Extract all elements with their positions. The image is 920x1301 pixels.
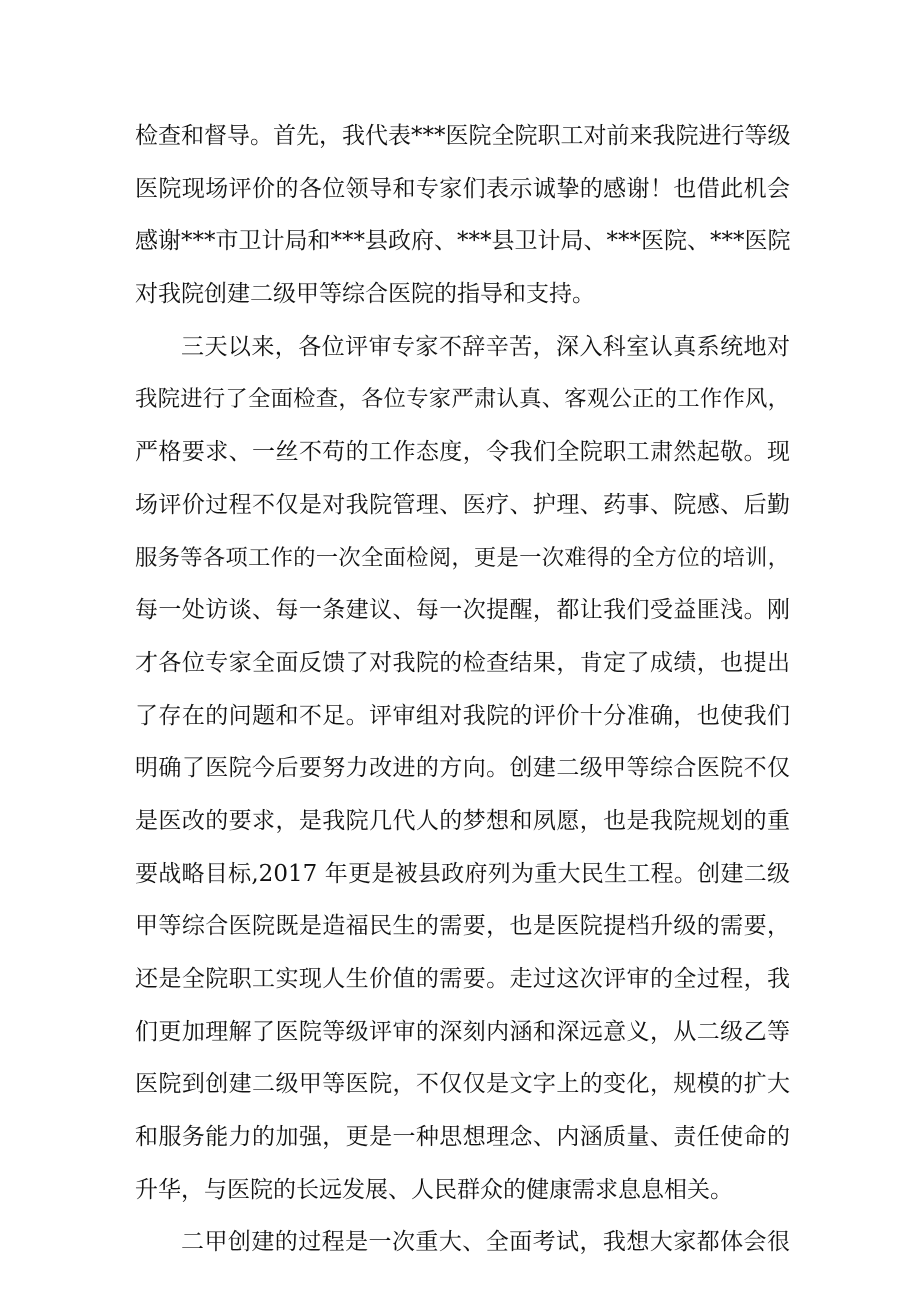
text-line: 严格要求、一丝不苟的工作态度，令我们全院职工肃然起敬。现 xyxy=(135,439,790,466)
text-line: 是医改的要求，是我院几代人的梦想和夙愿，也是我院规划的重 xyxy=(135,807,790,834)
text-line: 明确了医院今后要努力改进的方向。创建二级甲等综合医院不仅 xyxy=(135,755,790,782)
text-line: 甲等综合医院既是造福民生的需要，也是医院提档升级的需要， xyxy=(135,913,790,940)
text-line: 们更加理解了医院等级评审的深刻内涵和深远意义，从二级乙等 xyxy=(135,1018,790,1045)
text-line: 服务等各项工作的一次全面检阅，更是一次难得的全方位的培训， xyxy=(135,544,790,571)
text-line: 升华，与医院的长远发展、人民群众的健康需求息息相关。 xyxy=(135,1176,733,1203)
text-line: 还是全院职工实现人生价值的需要。走过这次评审的全过程，我 xyxy=(135,966,790,992)
text-line: 场评价过程不仅是对我院管理、医疗、护理、药事、院感、后勤 xyxy=(135,491,790,518)
text-line: 了存在的问题和不足。评审组对我院的评价十分准确，也使我们 xyxy=(135,702,790,729)
text-line: 才各位专家全面反馈了对我院的检查结果，肯定了成绩，也提出 xyxy=(135,649,790,676)
text-line: 要战略目标,2017 年更是被县政府列为重大民生工程。创建二级 xyxy=(135,860,790,887)
text-line: 感谢***市卫计局和***县政府、***县卫计局、***医院、***医院 xyxy=(135,228,791,255)
text-line: 我院进行了全面检查，各位专家严肃认真、客观公正的工作作风， xyxy=(135,386,790,413)
paragraph-first-line: 三天以来，各位评审专家不辞辛苦，深入科室认真系统地对 xyxy=(181,333,790,360)
text-line: 检查和督导。首先，我代表***医院全院职工对前来我院进行等级 xyxy=(135,123,791,149)
text-line: 和服务能力的加强，更是一种思想理念、内涵质量、责任使命的 xyxy=(135,1124,790,1151)
paragraph-first-line: 二甲创建的过程是一次重大、全面考试，我想大家都体会很 xyxy=(181,1229,790,1256)
text-line: 医院现场评价的各位领导和专家们表示诚挚的感谢！也借此机会 xyxy=(135,175,790,202)
document-body xyxy=(135,110,790,1269)
text-line: 医院到创建二级甲等医院，不仅仅是文字上的变化，规模的扩大 xyxy=(135,1071,790,1098)
text-line: 对我院创建二级甲等综合医院的指导和支持。 xyxy=(135,281,595,308)
text-line: 每一处访谈、每一条建议、每一次提醒，都让我们受益匪浅。刚 xyxy=(135,597,790,624)
